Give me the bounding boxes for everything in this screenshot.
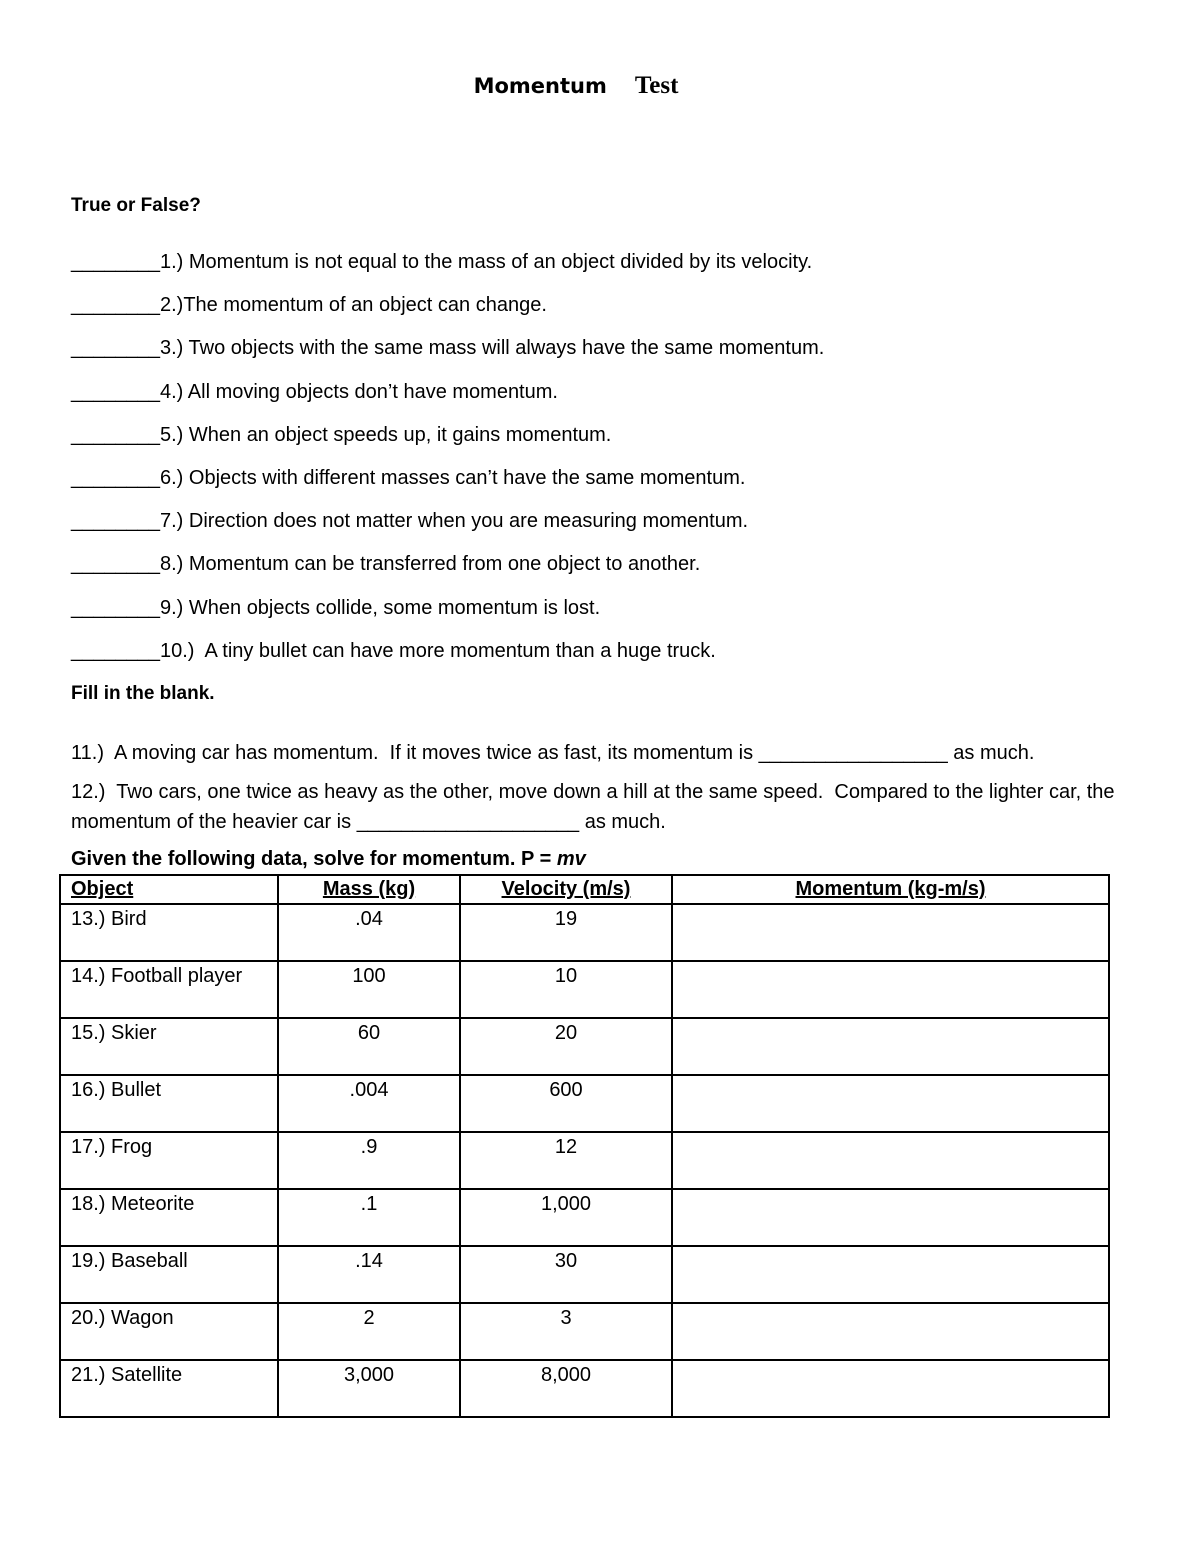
answer-blank: ________ [71, 466, 160, 489]
question-text: Two objects with the same mass will always have the same momentum. [183, 337, 825, 360]
answer-blank: ________ [71, 596, 160, 619]
question-number: 9.) [159, 596, 184, 619]
cell-velocity: 8,000 [460, 1360, 672, 1417]
cell-velocity: 12 [460, 1132, 672, 1189]
cell-velocity: 1,000 [460, 1189, 672, 1246]
question-text: When objects collide, some momentum is lost. [183, 596, 601, 619]
answer-blank: ________ [71, 251, 160, 273]
answer-blank: ________ [71, 639, 160, 662]
question-number: 7.) [159, 510, 184, 533]
title-word-test: Test [634, 72, 679, 99]
cell-velocity: 19 [460, 904, 672, 961]
cell-mass: 3,000 [278, 1360, 460, 1417]
cell-mass: .14 [278, 1246, 460, 1303]
question-number: 2.) [159, 294, 184, 317]
cell-object: 21.) Satellite [60, 1360, 278, 1417]
table-row [60, 904, 1109, 961]
cell-mass: 60 [278, 1018, 460, 1075]
question-text: A tiny bullet can have more momentum than a huge truck. [194, 639, 716, 662]
question-text-end: as much. [579, 811, 666, 833]
question-text: When an object speeds up, it gains momentum. [183, 423, 612, 446]
question-text: All moving objects don’t have momentum. [183, 380, 558, 403]
tf-question [71, 335, 824, 378]
table-header-row [60, 875, 1109, 904]
question-text: 12.) Two cars, one twice as heavy as the other, move down a hill at the same speed. Compared to the lighter car, the momentum of the heavier car is [71, 781, 1121, 833]
cell-momentum-answer [672, 1132, 1109, 1189]
answer-blank: _________________ [758, 742, 948, 764]
header-object: Object [60, 875, 278, 904]
cell-mass: .1 [278, 1189, 460, 1246]
table-row [60, 1018, 1109, 1075]
cell-object: 17.) Frog [60, 1132, 278, 1189]
tf-question [71, 422, 824, 465]
question-number: 10.) [159, 639, 195, 662]
cell-momentum-answer [672, 1246, 1109, 1303]
cell-object: 20.) Wagon [60, 1303, 278, 1360]
table-row [60, 961, 1109, 1018]
tf-question [71, 595, 824, 638]
formula-mv: mv [556, 848, 586, 870]
cell-momentum-answer [672, 1303, 1109, 1360]
header-momentum: Momentum (kg-m/s) [672, 875, 1109, 904]
cell-velocity: 30 [460, 1246, 672, 1303]
data-heading-text: Given the following data, solve for momentum. P = [71, 848, 557, 870]
tf-question [71, 551, 824, 594]
cell-mass: 2 [278, 1303, 460, 1360]
cell-object: 13.) Bird [60, 904, 278, 961]
question-text: The momentum of an object can change. [183, 294, 547, 317]
cell-object: 14.) Football player [60, 961, 278, 1018]
answer-blank: ________ [71, 294, 160, 317]
cell-momentum-answer [672, 1189, 1109, 1246]
momentum-table [59, 874, 1110, 1418]
question-text: Momentum can be transferred from one object to another. [183, 553, 701, 576]
title-word-momentum: Momentum [473, 74, 607, 98]
page-title [0, 72, 1152, 100]
table-row [60, 1360, 1109, 1417]
question-number: 8.) [159, 553, 184, 576]
table-row [60, 1303, 1109, 1360]
table-row [60, 1132, 1109, 1189]
tf-question [71, 465, 824, 508]
cell-momentum-answer [672, 904, 1109, 961]
cell-momentum-answer [672, 961, 1109, 1018]
cell-momentum-answer [672, 1360, 1109, 1417]
cell-object: 19.) Baseball [60, 1246, 278, 1303]
cell-velocity: 20 [460, 1018, 672, 1075]
question-number: 6.) [159, 466, 184, 489]
tf-question [71, 638, 824, 681]
question-number: 3.) [159, 337, 184, 360]
true-false-heading: True or False? [71, 195, 201, 216]
answer-blank: ________ [71, 423, 160, 446]
answer-blank: ________ [71, 380, 160, 403]
true-false-list [71, 249, 824, 681]
cell-mass: .004 [278, 1075, 460, 1132]
cell-object: 16.) Bullet [60, 1075, 278, 1132]
table-row [60, 1189, 1109, 1246]
table-row [60, 1075, 1109, 1132]
tf-question [71, 508, 824, 551]
cell-mass: .9 [278, 1132, 460, 1189]
question-number: 5.) [159, 423, 184, 446]
cell-velocity: 3 [460, 1303, 672, 1360]
cell-momentum-answer [672, 1018, 1109, 1075]
question-text: Momentum is not equal to the mass of an object divided by its velocity. [183, 251, 813, 273]
question-text: 11.) A moving car has momentum. If it moves twice as fast, its momentum is [71, 742, 759, 764]
cell-object: 15.) Skier [60, 1018, 278, 1075]
question-text: Objects with different masses can’t have the same momentum. [183, 466, 746, 489]
fill-question-11 [71, 738, 1131, 768]
cell-mass: 100 [278, 961, 460, 1018]
header-mass: Mass (kg) [278, 875, 460, 904]
answer-blank: ________ [71, 510, 160, 533]
header-velocity: Velocity (m/s) [460, 875, 672, 904]
fill-question-12 [71, 777, 1131, 837]
cell-momentum-answer [672, 1075, 1109, 1132]
answer-blank: ____________________ [356, 811, 580, 833]
table-row [60, 1246, 1109, 1303]
cell-velocity: 10 [460, 961, 672, 1018]
tf-question [71, 379, 824, 422]
answer-blank: ________ [71, 337, 160, 360]
cell-object: 18.) Meteorite [60, 1189, 278, 1246]
question-text-end: as much. [947, 742, 1035, 764]
question-text: Direction does not matter when you are measuring momentum. [183, 510, 749, 533]
question-number: 4.) [159, 380, 184, 403]
cell-mass: .04 [278, 904, 460, 961]
data-heading [71, 848, 586, 871]
tf-question [71, 249, 824, 292]
answer-blank: ________ [71, 553, 160, 576]
question-number: 1.) [159, 251, 184, 273]
fill-blank-heading: Fill in the blank. [71, 683, 215, 704]
tf-question [71, 292, 824, 335]
cell-velocity: 600 [460, 1075, 672, 1132]
